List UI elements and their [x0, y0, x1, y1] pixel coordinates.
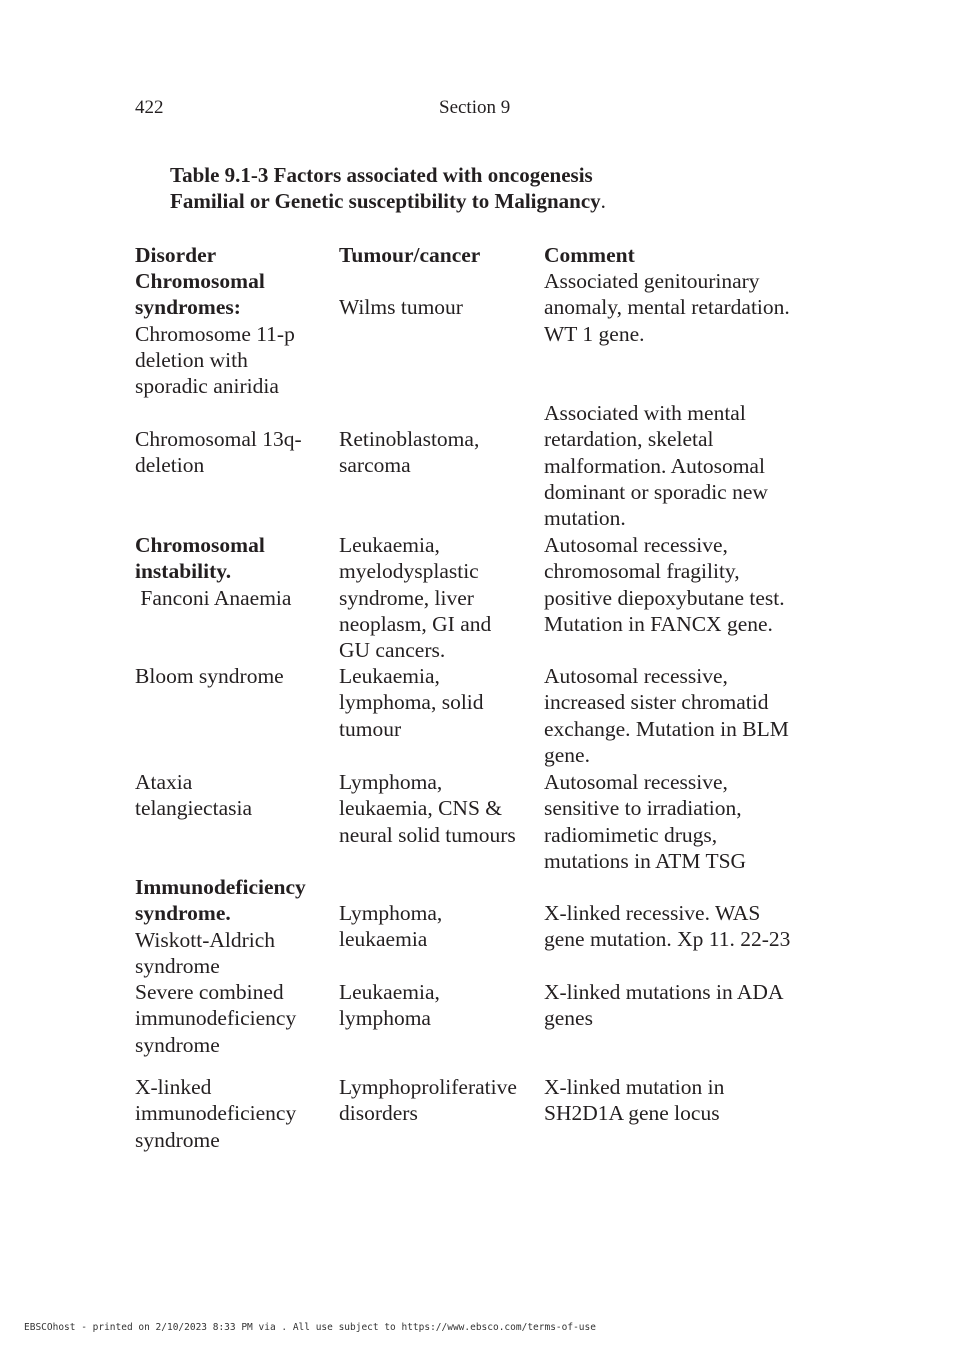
row-2-disorder	[135, 426, 302, 479]
row-6-disorder-line: Wiskott-Aldrich	[135, 927, 276, 952]
row-5-comment-line: mutations in ATM TSG	[544, 848, 747, 873]
row-3-disorder-heading: Chromosomal	[135, 533, 265, 557]
row-7-disorder-line: syndrome	[135, 1032, 220, 1057]
row-1-disorder	[135, 268, 295, 399]
row-8-comment	[544, 1074, 724, 1127]
row-3-comment-line: positive diepoxybutane test.	[544, 585, 785, 610]
row-6-comment	[544, 900, 790, 953]
row-7-tumour-line: Leukaemia,	[339, 980, 440, 1004]
row-2-disorder-line: deletion	[135, 453, 205, 478]
row-4-comment-line: Autosomal recessive,	[544, 664, 728, 688]
row-5-disorder-line: telangiectasia	[135, 796, 252, 821]
row-6-disorder-line: syndrome	[135, 953, 220, 978]
row-1-comment	[544, 268, 790, 347]
row-5-comment	[544, 769, 746, 874]
row-5-comment-line: Autosomal recessive,	[544, 770, 728, 794]
row-3-tumour-line: neoplasm, GI and	[339, 611, 492, 636]
row-4-tumour-line: lymphoma, solid	[339, 690, 484, 715]
row-3-disorder	[135, 532, 291, 611]
row-3-tumour	[339, 532, 491, 663]
row-3-disorder-line: Fanconi Anaemia	[135, 585, 292, 610]
row-3-tumour-line: GU cancers.	[339, 638, 446, 663]
row-2-comment-line: dominant or sporadic new	[544, 479, 768, 504]
row-6-tumour	[339, 900, 442, 953]
footer-note: EBSCOhost - printed on 2/10/2023 8:33 PM via . All use subject to https://www.ebsco.com/terms-of-use	[24, 1322, 596, 1333]
row-2-comment	[544, 400, 768, 531]
row-8-tumour-line: disorders	[339, 1101, 418, 1126]
row-4-tumour	[339, 663, 484, 742]
row-2-tumour	[339, 426, 479, 479]
section-label: Section 9	[439, 97, 511, 118]
row-4-comment-line: increased sister chromatid	[544, 690, 769, 715]
row-8-disorder	[135, 1074, 296, 1153]
row-6-disorder-heading: syndrome.	[135, 901, 231, 926]
row-5-tumour-line: Lymphoma,	[339, 770, 443, 794]
caption-line-1: Table 9.1-3 Factors associated with oncogenesis	[170, 163, 593, 187]
row-3-tumour-line: Leukaemia,	[339, 533, 440, 557]
row-2-tumour-line: sarcoma	[339, 453, 411, 478]
row-6-disorder-heading: Immunodeficiency	[135, 875, 306, 899]
column-header-disorder: Disorder	[135, 243, 217, 267]
row-2-comment-line: malformation. Autosomal	[544, 453, 765, 478]
row-6-comment-line: gene mutation. Xp 11. 22-23	[544, 927, 791, 952]
row-8-tumour	[339, 1074, 517, 1127]
row-6-tumour-line: Lymphoma,	[339, 901, 443, 925]
row-2-tumour-line: Retinoblastoma,	[339, 427, 480, 451]
row-1-tumour	[339, 294, 463, 320]
caption-line-2-text: Familial or Genetic susceptibility to Malignancy	[170, 189, 601, 213]
row-8-disorder-line: immunodeficiency	[135, 1101, 297, 1126]
page-number: 422	[135, 97, 164, 118]
row-2-disorder-line: Chromosomal 13q-	[135, 427, 302, 451]
row-6-disorder	[135, 874, 306, 979]
row-8-comment-line: X-linked mutation in	[544, 1075, 725, 1099]
row-1-disorder-heading: Chromosomal	[135, 269, 265, 293]
row-7-disorder	[135, 979, 296, 1058]
row-5-tumour-line: leukaemia, CNS &	[339, 796, 503, 821]
row-4-comment-line: exchange. Mutation in BLM	[544, 716, 789, 741]
row-7-disorder-line: Severe combined	[135, 980, 284, 1004]
caption-line-2	[170, 188, 606, 214]
row-5-tumour	[339, 769, 516, 848]
row-7-comment	[544, 979, 783, 1032]
row-8-disorder-line: X-linked	[135, 1075, 212, 1099]
row-3-comment-line: chromosomal fragility,	[544, 559, 740, 584]
row-2-comment-line: mutation.	[544, 506, 626, 531]
row-3-disorder-heading: instability.	[135, 559, 232, 584]
row-1-disorder-line: Chromosome 11-p	[135, 321, 295, 346]
row-4-tumour-line: Leukaemia,	[339, 664, 440, 688]
row-8-comment-line: SH2D1A gene locus	[544, 1101, 720, 1126]
row-5-comment-line: radiomimetic drugs,	[544, 822, 718, 847]
table-caption	[170, 162, 606, 214]
row-3-comment	[544, 532, 785, 637]
row-7-disorder-line: immunodeficiency	[135, 1006, 297, 1031]
row-7-comment-line: X-linked mutations in ADA	[544, 980, 784, 1004]
row-7-tumour	[339, 979, 440, 1032]
row-3-tumour-line: syndrome, liver	[339, 585, 474, 610]
row-5-tumour-line: neural solid tumours	[339, 822, 516, 847]
row-5-disorder-line: Ataxia	[135, 770, 193, 794]
row-2-comment-line: retardation, skeletal	[544, 427, 714, 452]
row-8-disorder-line: syndrome	[135, 1127, 220, 1152]
row-7-tumour-line: lymphoma	[339, 1006, 431, 1031]
row-1-comment-line: Associated genitourinary	[544, 269, 760, 293]
row-3-comment-line: Autosomal recessive,	[544, 533, 728, 557]
row-6-comment-line: X-linked recessive. WAS	[544, 901, 761, 925]
row-6-tumour-line: leukaemia	[339, 927, 428, 952]
row-4-disorder	[135, 663, 284, 689]
row-5-disorder	[135, 769, 252, 822]
row-7-comment-line: genes	[544, 1006, 593, 1031]
row-1-tumour-line: Wilms tumour	[339, 295, 463, 319]
row-4-comment	[544, 663, 789, 768]
row-3-comment-line: Mutation in FANCX gene.	[544, 611, 773, 636]
column-header-comment: Comment	[544, 243, 635, 267]
row-1-comment-line: anomaly, mental retardation.	[544, 295, 790, 320]
row-4-tumour-line: tumour	[339, 716, 402, 741]
caption-period: .	[600, 189, 606, 213]
row-1-disorder-line: deletion with	[135, 347, 248, 372]
row-4-disorder-line: Bloom syndrome	[135, 664, 284, 688]
row-1-disorder-line: sporadic aniridia	[135, 374, 279, 399]
row-1-comment-line: WT 1 gene.	[544, 321, 645, 346]
column-header-tumour: Tumour/cancer	[339, 243, 481, 267]
row-3-tumour-line: myelodysplastic	[339, 559, 479, 584]
row-4-comment-line: gene.	[544, 742, 590, 767]
row-8-tumour-line: Lymphoproliferative	[339, 1075, 517, 1099]
row-5-comment-line: sensitive to irradiation,	[544, 796, 742, 821]
row-2-comment-line: Associated with mental	[544, 401, 746, 425]
row-1-disorder-heading: syndromes:	[135, 295, 241, 320]
